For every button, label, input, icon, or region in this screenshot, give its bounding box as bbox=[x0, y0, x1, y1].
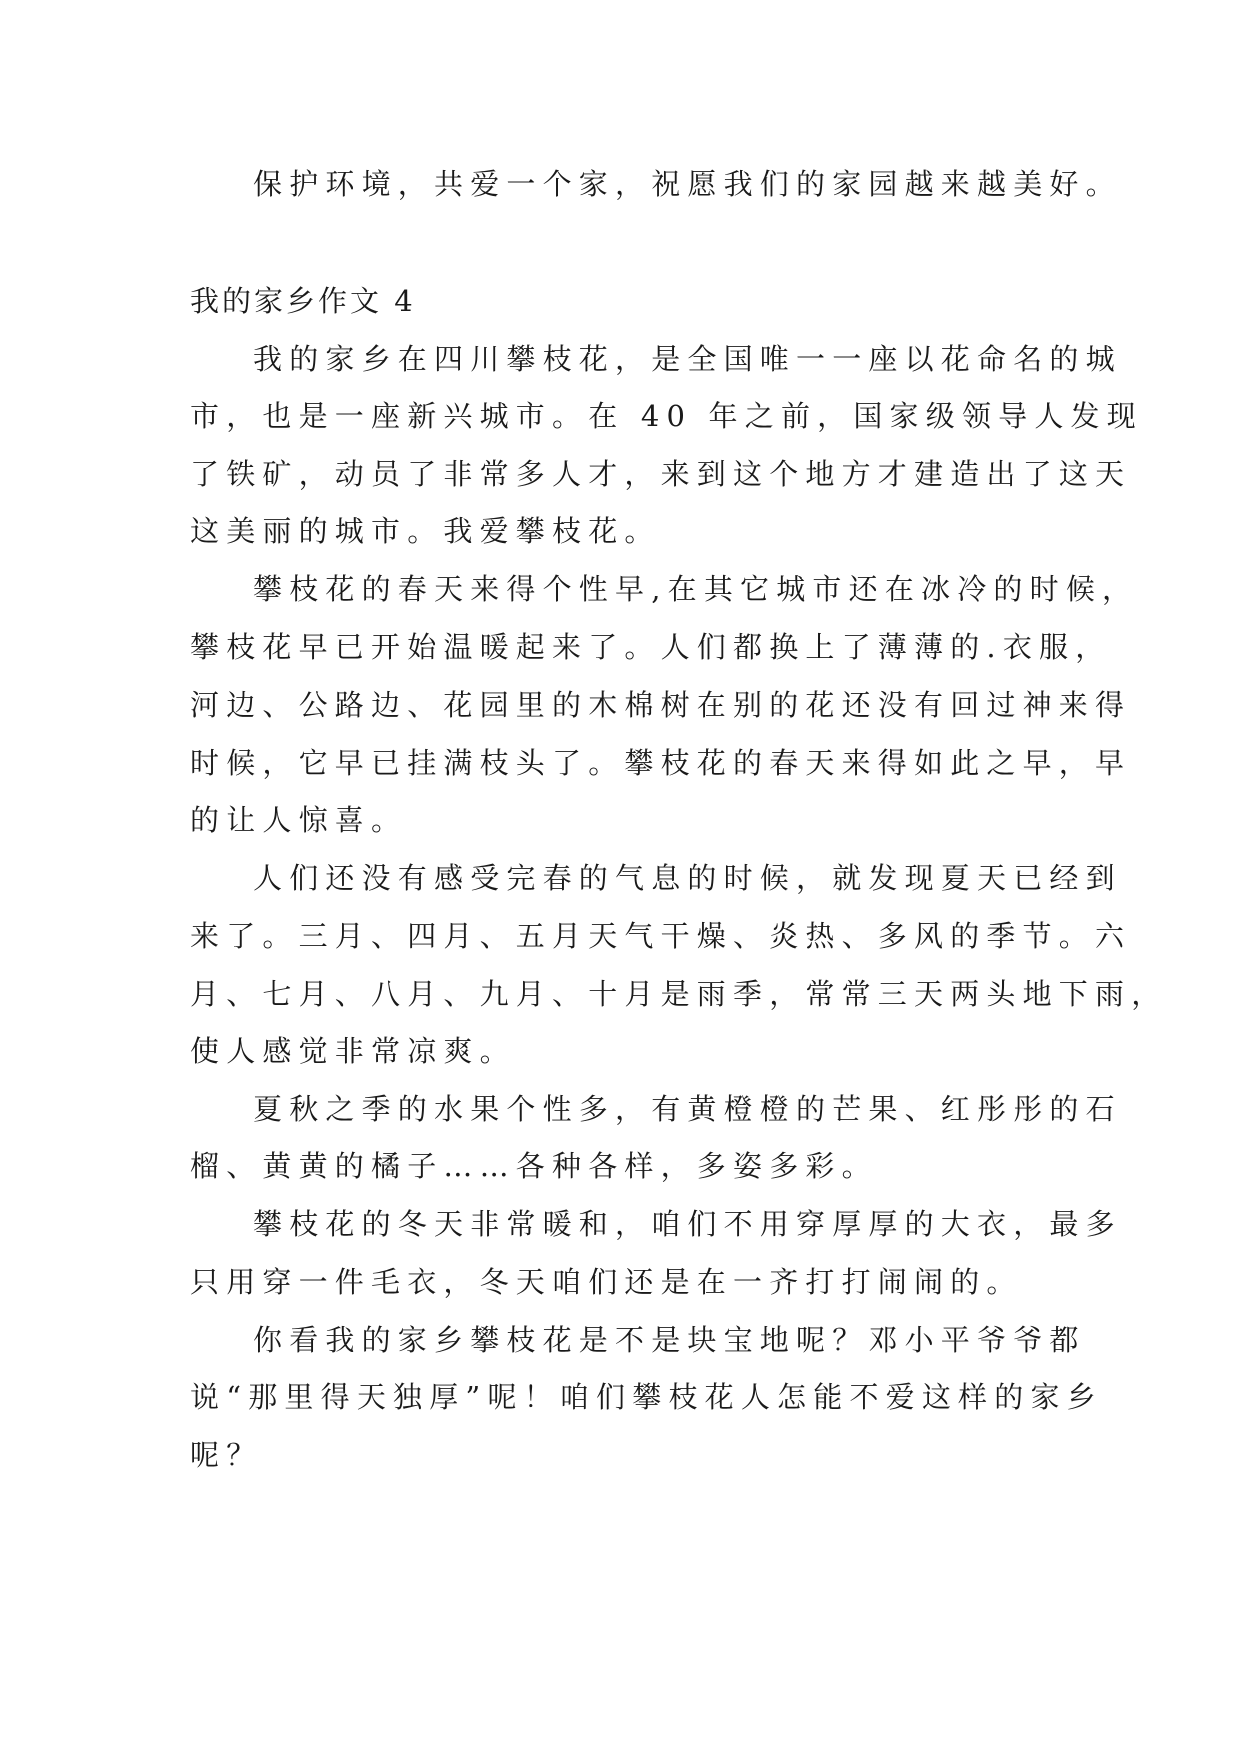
paragraph-line: 你看我的家乡攀枝花是不是块宝地呢？邓小平爷爷都 bbox=[253, 1323, 1086, 1357]
paragraph-line: 只用穿一件毛衣，冬天咱们还是在一齐打打闹闹的。 bbox=[190, 1265, 1023, 1299]
paragraph-line: 了铁矿，动员了非常多人才，来到这个地方才建造出了这天 bbox=[190, 457, 1132, 491]
closing-line: 保护环境，共爱一个家，祝愿我们的家园越来越美好。 bbox=[253, 167, 1122, 201]
paragraph-line: 呢？ bbox=[190, 1438, 263, 1472]
paragraph-line: 月、七月、八月、九月、十月是雨季，常常三天两头地下雨， bbox=[190, 977, 1168, 1011]
paragraph-line: 的让人惊喜。 bbox=[190, 803, 408, 837]
paragraph-line: 时候，它早已挂满枝头了。攀枝花的春天来得如此之早，早 bbox=[190, 746, 1132, 780]
paragraph-line: 市，也是一座新兴城市。在 40 年之前，国家级领导人发现 bbox=[190, 399, 1143, 433]
paragraph-line: 我的家乡在四川攀枝花，是全国唯一一座以花命名的城 bbox=[253, 342, 1122, 376]
paragraph-line: 攀枝花的春天来得个性早,在其它城市还在冰冷的时候， bbox=[253, 572, 1139, 606]
paragraph-line: 河边、公路边、花园里的木棉树在别的花还没有回过神来得 bbox=[190, 688, 1132, 722]
paragraph-line: 来了。三月、四月、五月天气干燥、炎热、多风的季节。六 bbox=[190, 919, 1132, 953]
paragraph-line: 榴、黄黄的橘子……各种各样，多姿多彩。 bbox=[190, 1149, 878, 1183]
section-title: 我的家乡作文 4 bbox=[190, 284, 416, 318]
paragraph-line: 人们还没有感受完春的气息的时候，就发现夏天已经到 bbox=[253, 861, 1122, 895]
paragraph-line: 说“那里得天独厚”呢！咱们攀枝花人怎能不爱这样的家乡 bbox=[190, 1380, 1103, 1414]
paragraph-line: 这美丽的城市。我爱攀枝花。 bbox=[190, 514, 661, 548]
paragraph-line: 攀枝花早已开始温暖起来了。人们都换上了薄薄的.衣服， bbox=[190, 630, 1112, 664]
paragraph-line: 使人感觉非常凉爽。 bbox=[190, 1034, 516, 1068]
paragraph-line: 攀枝花的冬天非常暖和，咱们不用穿厚厚的大衣，最多 bbox=[253, 1207, 1122, 1241]
paragraph-line: 夏秋之季的水果个性多，有黄橙橙的芒果、红彤彤的石 bbox=[253, 1092, 1122, 1126]
